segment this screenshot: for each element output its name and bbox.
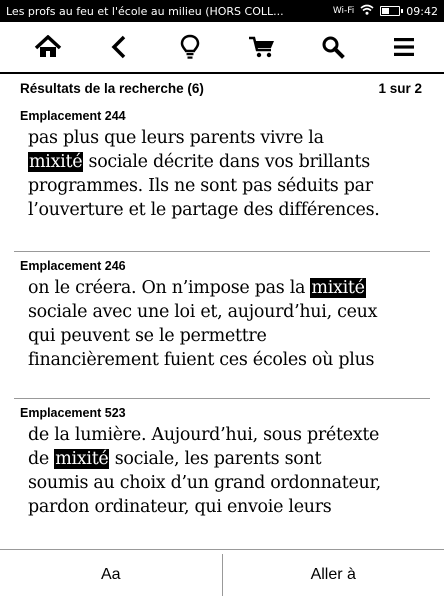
back-icon bbox=[111, 35, 127, 59]
home-icon bbox=[34, 35, 62, 59]
wifi-icon bbox=[360, 4, 374, 18]
result-snippet bbox=[20, 423, 444, 519]
results-header bbox=[0, 77, 444, 99]
lightbulb-icon bbox=[180, 34, 200, 60]
lightbulb-button[interactable] bbox=[170, 27, 210, 67]
snippet-line bbox=[28, 300, 444, 324]
back-button[interactable] bbox=[99, 27, 139, 67]
cart-icon bbox=[248, 35, 276, 59]
search-result[interactable] bbox=[0, 258, 444, 372]
snippet-line bbox=[28, 348, 444, 372]
result-location: Emplacement 244 bbox=[20, 109, 126, 123]
snippet-line bbox=[28, 198, 444, 222]
result-separator bbox=[14, 251, 430, 252]
search-button[interactable] bbox=[313, 27, 353, 67]
search-result[interactable] bbox=[0, 108, 444, 222]
snippet-text: de bbox=[28, 449, 55, 469]
result-location: Emplacement 246 bbox=[20, 259, 126, 273]
battery-icon bbox=[380, 6, 400, 16]
snippet-text: pardon ordinateur, qui envoie leurs bbox=[28, 497, 332, 517]
status-indicators bbox=[333, 4, 438, 18]
page-indicator: 1 sur 2 bbox=[378, 80, 422, 96]
snippet-text: programmes. Ils ne sont pas séduits par bbox=[28, 176, 373, 196]
store-button[interactable] bbox=[242, 27, 282, 67]
menu-button[interactable] bbox=[384, 27, 424, 67]
search-highlight: mixité bbox=[29, 152, 83, 172]
snippet-text: on le créera. On n’impose pas la bbox=[28, 278, 311, 298]
results-title: Résultats de la recherche (6) bbox=[20, 80, 204, 96]
search-result[interactable] bbox=[0, 405, 444, 519]
toolbar bbox=[0, 22, 444, 72]
snippet-line bbox=[28, 150, 444, 174]
snippet-line bbox=[28, 276, 444, 300]
snippet-line bbox=[28, 324, 444, 348]
snippet-text: sociale, les parents sont bbox=[109, 449, 322, 469]
snippet-text: soumis au choix d’un grand ordonnateur, bbox=[28, 473, 381, 493]
snippet-text: financièrement fuient ces écoles où plus bbox=[28, 350, 375, 370]
snippet-line bbox=[28, 174, 444, 198]
toolbar-divider bbox=[0, 72, 444, 74]
font-settings-button[interactable]: Aa bbox=[100, 566, 121, 583]
search-highlight: mixité bbox=[311, 278, 365, 298]
goto-button[interactable]: Aller à bbox=[310, 566, 356, 583]
snippet-line bbox=[28, 495, 444, 519]
result-snippet bbox=[20, 126, 444, 222]
wifi-label: Wi-Fi bbox=[332, 6, 355, 16]
snippet-line bbox=[28, 126, 444, 150]
snippet-text: qui peuvent se le permettre bbox=[28, 326, 267, 346]
snippet-text: l’ouverture et le partage des différences. bbox=[28, 200, 380, 220]
search-highlight: mixité bbox=[55, 449, 109, 469]
snippet-line bbox=[28, 423, 444, 447]
home-button[interactable] bbox=[28, 27, 68, 67]
battery-level bbox=[382, 8, 389, 14]
snippet-line bbox=[28, 447, 444, 471]
status-bar bbox=[0, 0, 444, 22]
result-snippet bbox=[20, 276, 444, 372]
clock: 09:42 bbox=[406, 4, 438, 18]
search-icon bbox=[321, 35, 345, 59]
snippet-text: sociale avec une loi et, aujourd’hui, ceux bbox=[28, 302, 378, 322]
snippet-line bbox=[28, 471, 444, 495]
book-title: Les profs au feu et l'école au milieu (HORS COLL... bbox=[6, 4, 284, 18]
snippet-text: sociale décrite dans vos brillants bbox=[83, 152, 370, 172]
menu-icon bbox=[393, 37, 415, 57]
result-location: Emplacement 523 bbox=[20, 406, 126, 420]
bottom-bar bbox=[0, 549, 444, 600]
snippet-text: pas plus que leurs parents vivre la bbox=[28, 128, 324, 148]
snippet-text: de la lumière. Aujourd’hui, sous prétexte bbox=[28, 425, 380, 445]
result-separator bbox=[14, 398, 430, 399]
